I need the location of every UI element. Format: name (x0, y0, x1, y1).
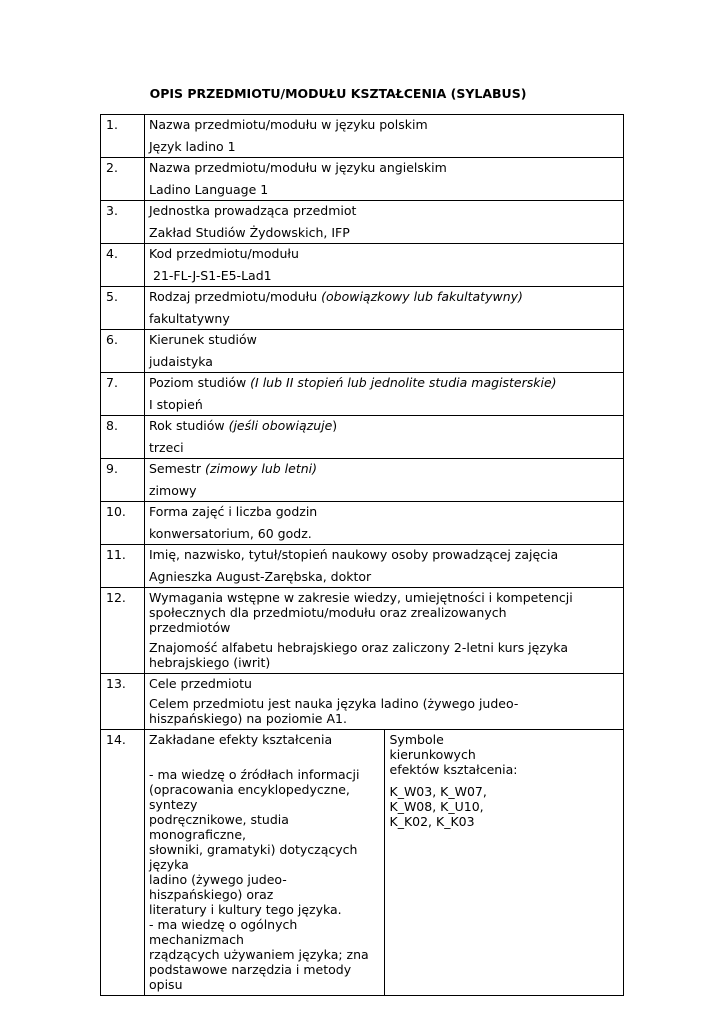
row-label: Jednostka prowadząca przedmiot (149, 203, 357, 218)
outcome-line: podstawowe narzędzia i metody opisu (149, 962, 352, 992)
row-label: Imię, nazwisko, tytuł/stopień naukowy osoby prowadzącej zajęcia (149, 547, 559, 562)
row-value: Ladino Language 1 (149, 182, 269, 197)
row-value: zimowy (149, 483, 197, 498)
row-value: konwersatorium, 60 godz. (149, 526, 312, 541)
row-content (145, 158, 624, 201)
row-value: Język ladino 1 (149, 139, 236, 154)
row-value: judaistyka (149, 354, 213, 369)
row-label: Kod przedmiotu/modułu (149, 246, 299, 261)
outcome-line: ladino (żywego judeo-hiszpańskiego) oraz (149, 872, 287, 902)
row-content (145, 115, 624, 158)
row-number: 10. (101, 502, 145, 545)
learning-outcomes-cell (145, 730, 385, 996)
row-content (145, 416, 624, 459)
table-row (101, 459, 624, 502)
row-label: Nazwa przedmiotu/modułu w języku angielskim (149, 160, 447, 175)
row-label: Semestr (zimowy lub letni) (149, 461, 318, 476)
row-label: Cele przedmiotu (149, 676, 252, 691)
row-label: Poziom studiów (I lub II stopień lub jednolite studia magisterskie) (149, 375, 557, 390)
row-content (145, 330, 624, 373)
row-number: 4. (101, 244, 145, 287)
row-label: Zakładane efekty kształcenia (149, 732, 333, 747)
outcome-line: - ma wiedzę o źródłach informacji (149, 767, 360, 782)
row-number: 2. (101, 158, 145, 201)
symbols-cell (384, 730, 624, 996)
row-number: 6. (101, 330, 145, 373)
table-row (101, 115, 624, 158)
symbol-codes: K_K02, K_K03 (389, 814, 475, 829)
row-number: 1. (101, 115, 145, 158)
symbols-header: Symbole kierunkowych efektów kształcenia: (389, 732, 518, 777)
table-row (101, 416, 624, 459)
row-value: Agnieszka August-Zarębska, doktor (149, 569, 372, 584)
table-row (101, 373, 624, 416)
row-content (145, 588, 624, 674)
row-number: 14. (101, 730, 145, 996)
row-number: 5. (101, 287, 145, 330)
row-label: Nazwa przedmiotu/modułu w języku polskim (149, 117, 428, 132)
table-row (101, 545, 624, 588)
row-number: 8. (101, 416, 145, 459)
row-content (145, 502, 624, 545)
table-row (101, 201, 624, 244)
row-number: 13. (101, 674, 145, 730)
table-row (101, 502, 624, 545)
outcome-line: (opracowania encyklopedyczne, syntezy (149, 782, 350, 812)
table-row (101, 158, 624, 201)
row-label: Rodzaj przedmiotu/modułu (obowiązkowy lub fakultatywny) (149, 289, 523, 304)
table-row (101, 244, 624, 287)
table-row (101, 330, 624, 373)
row-content (145, 373, 624, 416)
symbol-codes: K_W08, K_U10, (389, 799, 484, 814)
table-row (101, 674, 624, 730)
row-content (145, 201, 624, 244)
row-label-note: (obowiązkowy lub fakultatywny) (321, 289, 523, 304)
table-row (101, 730, 624, 996)
row-value: trzeci (149, 440, 184, 455)
row-value: 21-FL-J-S1-E5-Lad1 (153, 268, 272, 283)
row-content (145, 674, 624, 730)
table-row (101, 287, 624, 330)
syllabus-table (100, 114, 624, 996)
row-label: Forma zajęć i liczba godzin (149, 504, 318, 519)
row-label: Rok studiów (jeśli obowiązuje) (149, 418, 338, 433)
row-number: 7. (101, 373, 145, 416)
row-number: 12. (101, 588, 145, 674)
row-label: Wymagania wstępne w zakresie wiedzy, umiejętności i kompetencji społecznych dla przedmiotu/modułu oraz zrealizowanych przedmiotów (149, 590, 573, 635)
row-number: 9. (101, 459, 145, 502)
row-value: Znajomość alfabetu hebrajskiego oraz zaliczony 2-letni kurs języka hebrajskiego (iwrit) (149, 640, 568, 670)
outcome-line: podręcznikowe, studia monograficzne, (149, 812, 289, 842)
row-label-note: (jeśli obowiązuje (228, 418, 333, 433)
row-number: 3. (101, 201, 145, 244)
row-value: fakultatywny (149, 311, 230, 326)
outcome-line: literatury i kultury tego języka. (149, 902, 342, 917)
row-content (145, 287, 624, 330)
row-content (145, 545, 624, 588)
row-value: Celem przedmiotu jest nauka języka ladino (żywego judeo- hiszpańskiego) na poziomie A1. (149, 696, 519, 726)
row-number: 11. (101, 545, 145, 588)
row-label-note: (zimowy lub letni) (205, 461, 318, 476)
outcome-line: - ma wiedzę o ogólnych mechanizmach (149, 917, 298, 947)
outcome-line: rządzących używaniem języka; zna (149, 947, 369, 962)
row-value: Zakład Studiów Żydowskich, IFP (149, 225, 350, 240)
symbol-codes: K_W03, K_W07, (389, 784, 487, 799)
row-value: I stopień (149, 397, 203, 412)
table-row (101, 588, 624, 674)
outcome-line: słowniki, gramatyki) dotyczących języka (149, 842, 358, 872)
row-label-note: (I lub II stopień lub jednolite studia magisterskie) (250, 375, 557, 390)
row-content (145, 244, 624, 287)
page-title: OPIS PRZEDMIOTU/MODUŁU KSZTAŁCENIA (SYLABUS) (149, 86, 527, 101)
row-label: Kierunek studiów (149, 332, 257, 347)
row-content (145, 459, 624, 502)
